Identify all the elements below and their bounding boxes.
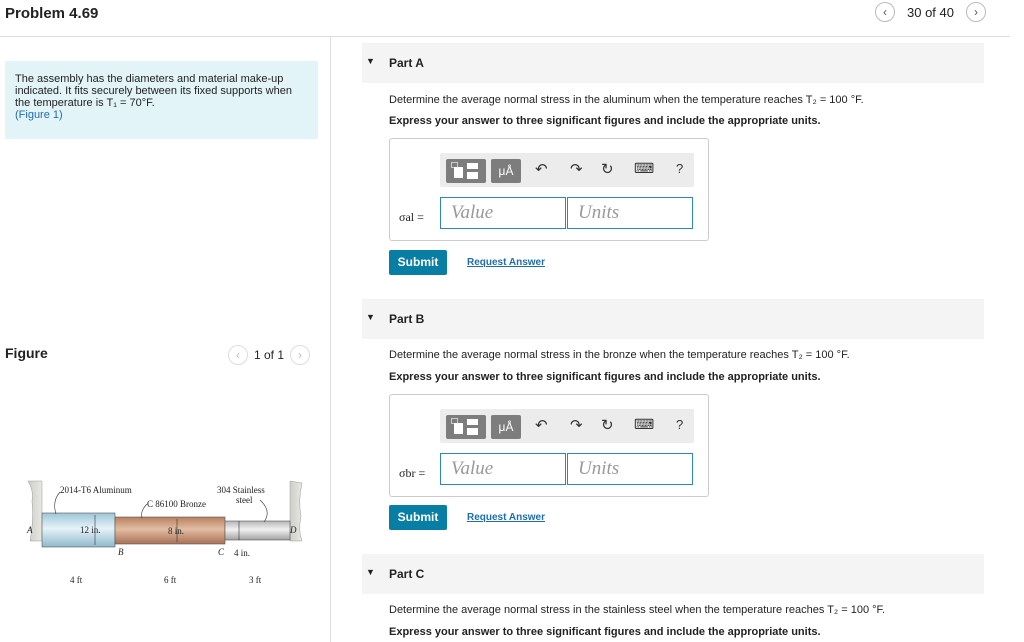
redo-icon[interactable]: ↷ (570, 417, 583, 434)
part-b-units-input[interactable]: Units (567, 453, 693, 485)
problem-text: The assembly has the diameters and material make-up indicated. It fits securely between its fixed supports when the temperature is T₁ = 70°F. (15, 73, 292, 109)
math-toolbar (440, 409, 694, 443)
problem-pager (875, 2, 986, 22)
part-a-symbol: σal = (399, 210, 424, 224)
prev-figure-button[interactable] (228, 345, 248, 365)
label-point-d: D (290, 525, 297, 535)
part-a (362, 43, 984, 293)
part-a-units-input[interactable]: Units (567, 197, 693, 229)
math-toolbar (440, 153, 694, 187)
label-length-aluminum: 4 ft (70, 575, 83, 585)
part-b-submit-button[interactable]: Submit (389, 505, 447, 530)
part-b-request-answer-link[interactable]: Request Answer (467, 512, 545, 523)
chevron-right-icon: › (974, 5, 978, 19)
part-c-question: Determine the average normal stress in the stainless steel when the temperature reaches T₂ = 100 °F. (389, 604, 886, 616)
label-length-bronze: 6 ft (164, 575, 177, 585)
column-divider (330, 37, 331, 642)
figure-pager (228, 345, 310, 365)
collapse-triangle-icon[interactable]: ▼ (366, 312, 375, 322)
help-button[interactable]: ? (676, 161, 684, 176)
templates-button[interactable] (446, 159, 486, 183)
label-bronze: C 86100 Bronze (147, 499, 206, 509)
part-a-request-answer-link[interactable]: Request Answer (467, 257, 545, 268)
next-figure-button[interactable] (290, 345, 310, 365)
figure-heading: Figure (5, 345, 48, 361)
part-b-symbol: σbr = (399, 466, 426, 480)
units-button[interactable]: μÅ (491, 415, 521, 439)
part-b-title: Part B (389, 312, 425, 326)
templates-button[interactable] (446, 415, 486, 439)
part-b-answer-box (389, 394, 709, 497)
label-diameter-steel: 4 in. (234, 548, 251, 558)
label-length-steel: 3 ft (249, 575, 262, 585)
keyboard-icon[interactable]: ⌨ (634, 160, 655, 176)
reset-icon[interactable]: ↻ (601, 161, 614, 178)
problem-title: Problem 4.69 (5, 5, 99, 22)
part-a-submit-button[interactable]: Submit (389, 250, 447, 275)
part-c-header[interactable] (362, 554, 984, 594)
chevron-left-icon: ‹ (883, 5, 887, 19)
help-button[interactable]: ? (676, 417, 684, 432)
label-point-b: B (118, 547, 124, 557)
label-steel-line1: 304 Stainless (217, 485, 265, 495)
top-bar (0, 0, 1024, 28)
label-point-a: A (27, 525, 33, 535)
next-problem-button[interactable] (966, 2, 986, 22)
figure-counter: 1 of 1 (254, 348, 285, 362)
part-c (362, 554, 984, 642)
collapse-triangle-icon[interactable]: ▼ (366, 567, 375, 577)
redo-icon[interactable]: ↷ (570, 161, 583, 178)
label-diameter-bronze: 8 in. (168, 526, 185, 536)
part-a-value-input[interactable]: Value (440, 197, 566, 229)
label-point-c: C (218, 547, 225, 557)
part-c-instruction: Express your answer to three significant figures and include the appropriate units. (389, 626, 821, 638)
chevron-right-icon: › (298, 348, 303, 362)
part-b-header[interactable] (362, 299, 984, 339)
undo-icon[interactable]: ↶ (535, 161, 548, 178)
part-b-question: Determine the average normal stress in the bronze when the temperature reaches T₂ = 100 °F. (389, 349, 850, 361)
chevron-left-icon: ‹ (236, 348, 240, 362)
part-a-title: Part A (389, 56, 424, 70)
part-a-question: Determine the average normal stress in the aluminum when the temperature reaches T₂ = 100 °F. (389, 94, 864, 106)
label-aluminum: 2014-T6 Aluminum (60, 485, 132, 495)
part-b-instruction: Express your answer to three significant figures and include the appropriate units. (389, 371, 821, 383)
reset-icon[interactable]: ↻ (601, 417, 614, 434)
figure-link[interactable]: (Figure 1) (15, 109, 63, 121)
prev-problem-button[interactable] (875, 2, 895, 22)
problem-counter: 30 of 40 (907, 4, 954, 20)
part-b-value-input[interactable]: Value (440, 453, 566, 485)
undo-icon[interactable]: ↶ (535, 417, 548, 434)
problem-statement (5, 61, 318, 139)
part-a-header[interactable] (362, 43, 984, 83)
keyboard-icon[interactable]: ⌨ (634, 416, 655, 432)
left-panel (0, 37, 330, 642)
label-diameter-aluminum: 12 in. (80, 525, 101, 535)
part-a-instruction: Express your answer to three significant figures and include the appropriate units. (389, 115, 821, 127)
collapse-triangle-icon[interactable]: ▼ (366, 56, 375, 66)
part-c-title: Part C (389, 567, 425, 581)
assembly-figure[interactable] (22, 441, 312, 585)
units-button[interactable]: μÅ (491, 159, 521, 183)
label-steel-line2: steel (236, 495, 253, 505)
part-b (362, 299, 984, 549)
part-a-answer-box (389, 138, 709, 241)
